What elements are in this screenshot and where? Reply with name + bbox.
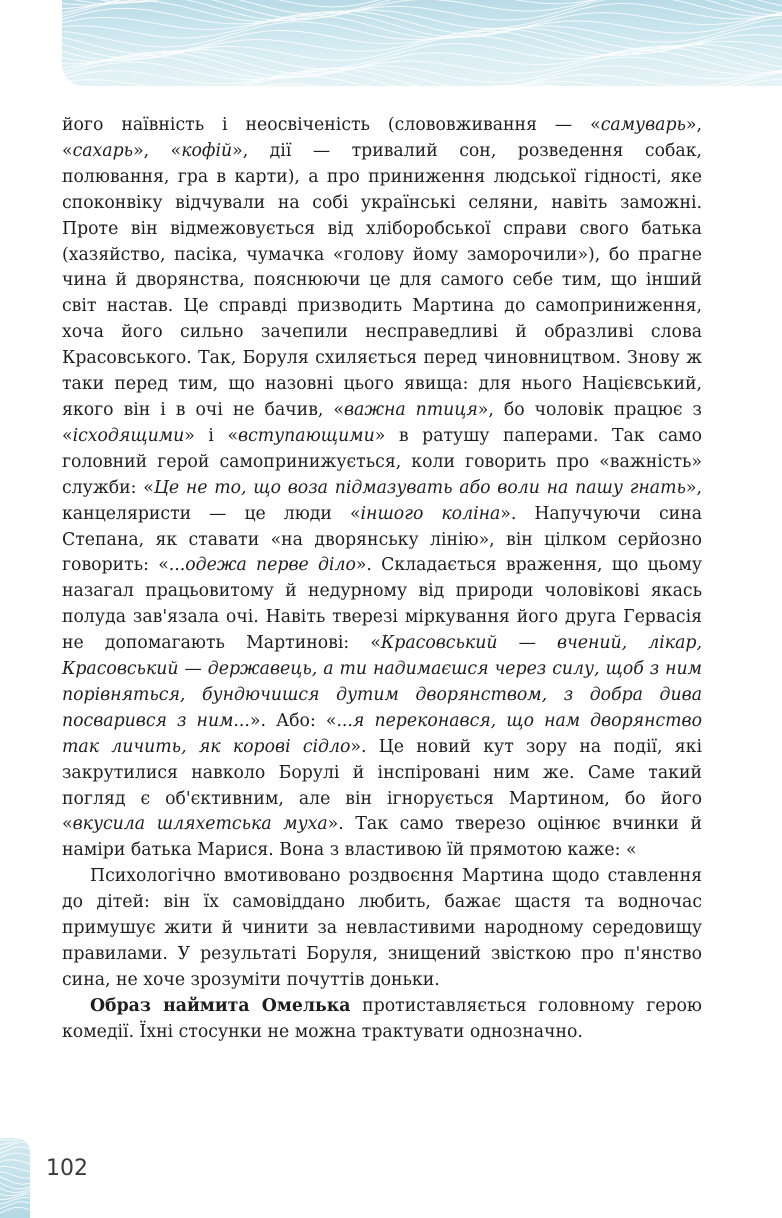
wave-line	[62, 0, 782, 19]
quote-italic: ...я переконався, що нам дворянство так личить, як корові сідло	[62, 710, 703, 757]
wave-line	[62, 69, 782, 86]
quote-italic: іншого коліна	[360, 503, 501, 524]
wave-line	[62, 62, 782, 86]
wave-line	[62, 16, 782, 42]
wave-line	[0, 1208, 30, 1218]
text-run: ». Так само тверезо оцінює вчинки й наміри батька Марися. Вона з властивою їй прямотою каже: «	[62, 814, 702, 861]
wave-line	[0, 1160, 30, 1167]
text-run: ». Напучуючи сина Степана, як ставати «на дворянську лінію», він цілком серйозно говорить: «	[62, 503, 703, 576]
text-run: », дії — тривалий сон, розведення собак, полювання, гра в карти), а про приниження людської гідності, яке споконвіку відчували на собі українські селяни, навіть заможні. Проте він відмежовується від хліборобської справи свого батька (хазяйство, пасіка, чумачка «голову йому заморочили»), бо прагне чина й дворянства, пояснюючи це для самого себе тим, що інший світ настав. Це справді призводить Мартина до самоприниження, хоча його сильно зачепили несправедливі й образливі слова Красовського. Так, Боруля схиляється перед чиновництвом. Знову ж таки перед тим, що назовні цього явища: для нього Націєвський, якого він і в очі не бачив, «	[62, 140, 702, 420]
quote-italic: вкусила шляхетська муха	[72, 814, 328, 835]
paragraph-3	[62, 994, 702, 1046]
quote-italic: ...одежа перве діло	[168, 555, 356, 576]
quote-italic: сахарь	[72, 140, 134, 161]
quote-italic: Красовський — вчений, лікар, Красовський — державець, а ти надимаєшся через силу, щоб з ним порівняться, бундючишся дутим дворянством, з добра дива посварився з ним...	[62, 633, 702, 731]
main-text	[62, 113, 702, 1046]
decorative-header-band	[62, 0, 782, 86]
paragraph-2: Психологічно вмотивовано роздвоєння Мартина щодо ставлення до дітей: він їх самовіддано любить, бажає щастя та водночас примушує жити й чинити за невластивими народному середовищу правилами. У результаті Боруля, знищений звісткою про п'янство сина, не хоче зрозуміти почуттів доньки.	[62, 866, 702, 990]
text-run: ». Складається враження, що цьому назагал працьовитому й недурному від природи чоловікові якась полуда зав'язала очі. Навіть тверезі міркування його друга Гервасія не допомагають Мартинові: «	[62, 555, 703, 654]
text-run: », канцеляристи — це люди «	[62, 477, 702, 524]
text-run: », «	[133, 140, 182, 161]
quote-italic: самуварь	[600, 115, 686, 135]
wave-line	[0, 1142, 30, 1151]
text-run: », «	[62, 115, 702, 161]
wave-line	[62, 8, 782, 34]
wave-line	[0, 1171, 30, 1178]
wave-line	[62, 0, 782, 14]
quote-italic: ісходящими	[72, 425, 185, 446]
quote-italic: вступающими	[238, 425, 375, 446]
text-run: ». Це новий кут зору на події, які закрутилися навколо Борулі й інспіровані ним же. Саме такий погляд є об'єктивним, але він ігнорується Мартином, бо його «	[62, 736, 702, 835]
wave-pattern-graphic	[0, 1138, 30, 1218]
text-run: протиставляється головному герою комедії. Їхні стосунки не можна трактувати однозначно.	[62, 995, 702, 1042]
text-run: ». Або: «	[249, 710, 337, 731]
wave-line	[62, 12, 782, 37]
wave-line	[0, 1198, 30, 1205]
wave-line	[62, 1, 782, 29]
wave-line	[62, 71, 782, 86]
quote-italic: кофій	[181, 140, 233, 161]
text-run: » і «	[184, 425, 239, 446]
wave-line	[0, 1166, 30, 1171]
quote-italic: важна птиця	[343, 399, 478, 420]
page-number: 102	[46, 1156, 88, 1181]
text-run: » в ратушу паперами. Так само головний герой самопринижується, коли говорить про «важність» служби: «	[62, 425, 702, 498]
wave-pattern-graphic	[62, 0, 782, 86]
quote-italic: Це не то, що воза підмазувать або воли на пашу гнать	[153, 477, 686, 498]
text-run: його наївність і неосвіченість (слововживання — «	[62, 115, 601, 135]
text-run: », бо чоловік працює з «	[62, 399, 702, 446]
decorative-side-band	[0, 1138, 30, 1218]
paragraph-1	[62, 113, 702, 864]
character-heading: Образ наймита Омелька	[90, 995, 351, 1016]
